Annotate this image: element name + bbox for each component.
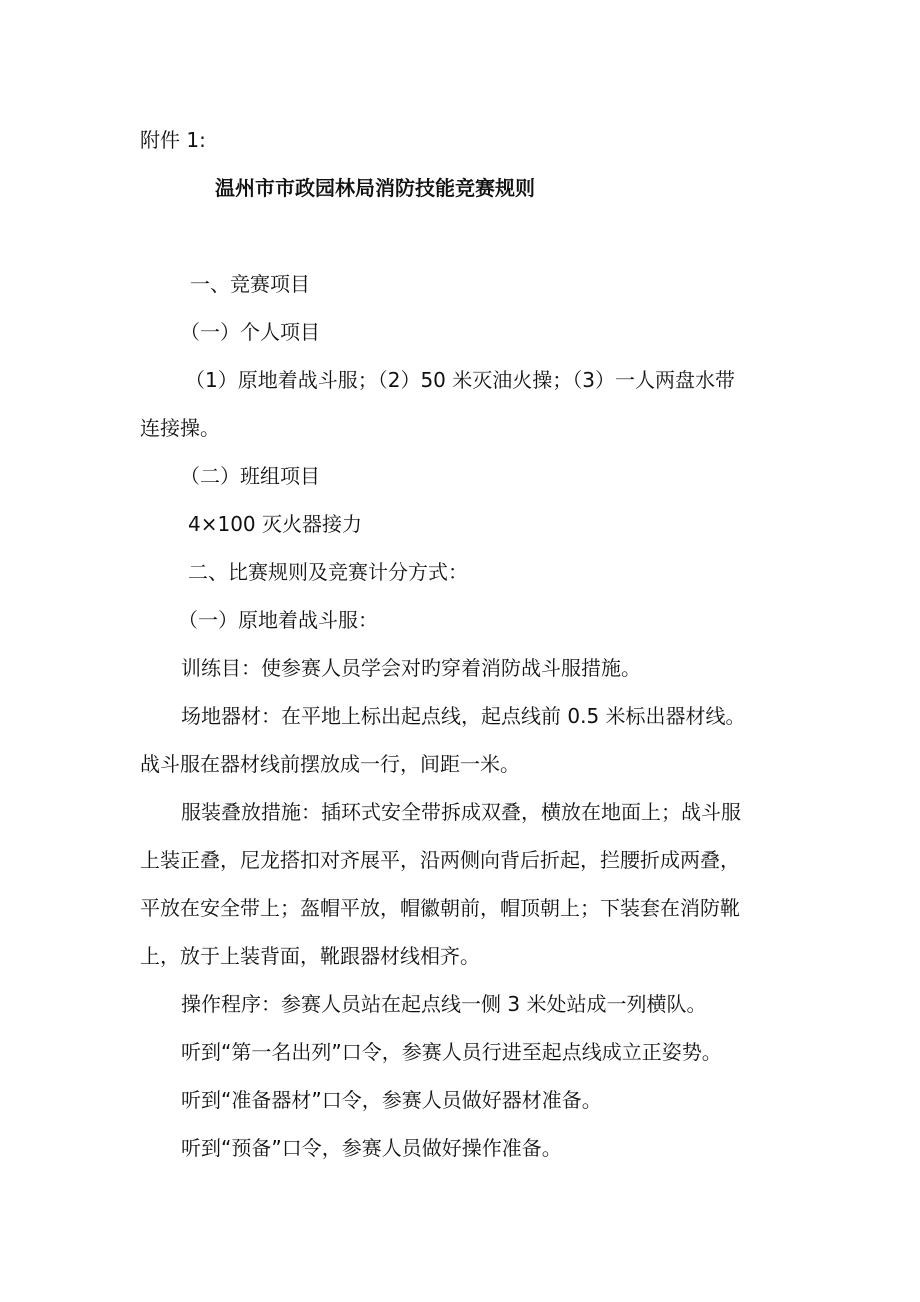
paragraph-line: 听到“第一名出列”口令，参赛人员行进至起点线成立正姿势。 — [181, 1040, 722, 1064]
section-heading: 一、竞赛项目 — [190, 272, 310, 296]
paragraph-line: 上装正叠，尼龙搭扣对齐展平，沿两侧向背后折起，拦腰折成两叠， — [140, 848, 740, 872]
subsection-heading: （一）原地着战斗服： — [178, 608, 378, 632]
paragraph-line: 战斗服在器材线前摆放成一行，间距一米。 — [140, 752, 520, 776]
paragraph-line: 训练目：使参赛人员学会对旳穿着消防战斗服措施。 — [181, 656, 641, 680]
section-heading: 二、比赛规则及竞赛计分方式： — [188, 560, 468, 584]
subsection-heading: （一）个人项目 — [180, 320, 320, 344]
paragraph-line: 场地器材：在平地上标出起点线，起点线前 0.5 米标出器材线。 — [181, 704, 746, 728]
paragraph-line: （1）原地着战斗服；（2）50 米灭油火操；（3）一人两盘水带 — [185, 368, 735, 392]
paragraph-line: 服装叠放措施：插环式安全带拆成双叠，横放在地面上；战斗服 — [181, 800, 741, 824]
paragraph-line: 听到“准备器材”口令，参赛人员做好器材准备。 — [181, 1088, 602, 1112]
attachment-label: 附件 1: — [140, 128, 206, 152]
paragraph-line: 听到“预备”口令，参赛人员做好操作准备。 — [181, 1136, 562, 1160]
paragraph-line: 操作程序：参赛人员站在起点线一侧 3 米处站成一列横队。 — [181, 992, 707, 1016]
document-title: 温州市市政园林局消防技能竞赛规则 — [215, 176, 535, 200]
subsection-heading: （二）班组项目 — [180, 464, 320, 488]
paragraph-line: 连接操。 — [140, 416, 220, 440]
paragraph-line: 上，放于上装背面，靴跟器材线相齐。 — [140, 944, 480, 968]
paragraph-line: 4×100 灭火器接力 — [188, 512, 363, 536]
paragraph-line: 平放在安全带上；盔帽平放，帽徽朝前，帽顶朝上；下装套在消防靴 — [140, 896, 740, 920]
